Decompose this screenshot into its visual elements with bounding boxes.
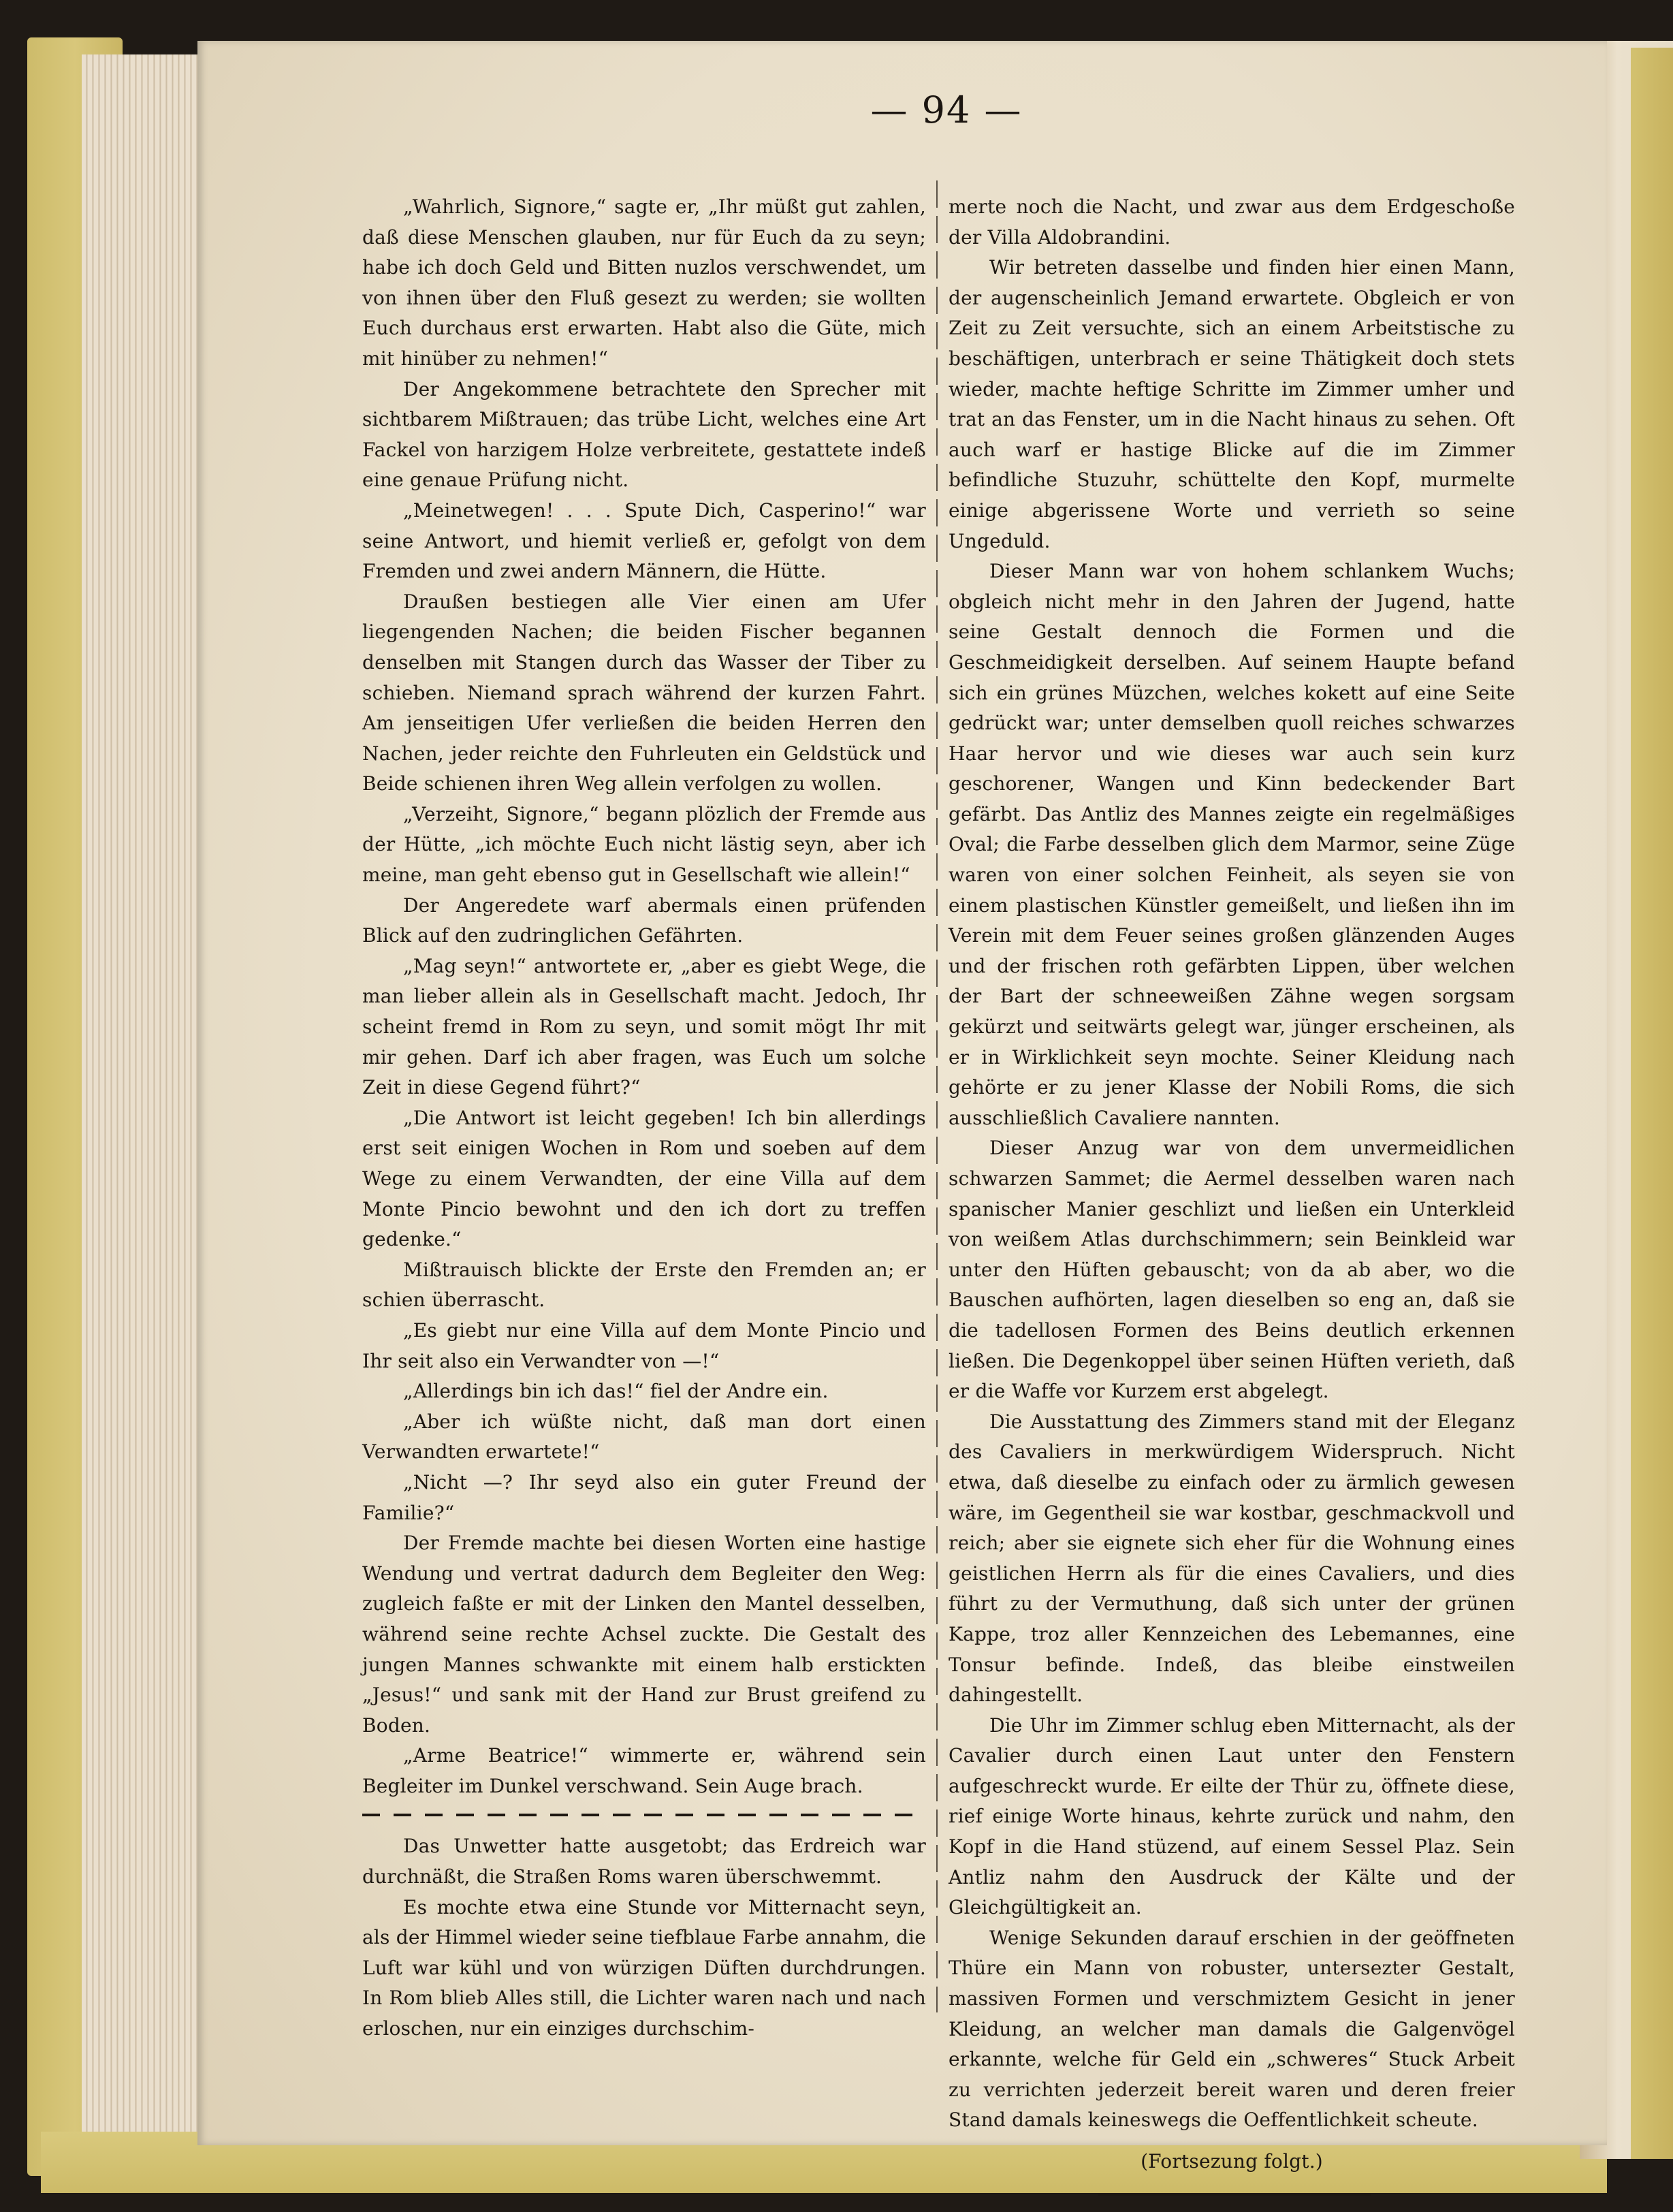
paragraph: „Wahrlich, Signore,“ sagte er, „Ihr müßt gut zahlen, daß diese Menschen glauben, nur für Euch da zu seyn; habe ich doch Geld und Bitten nuzlos verschwendet, um von ihnen über den Fluß gesezt zu werden; sie wollten Euch durchaus erst erwarten. Habt also die Güte, mich mit hinüber zu nehmen!“ <box>362 195 926 370</box>
paragraph: „Allerdings bin ich das!“ fiel der Andre ein. <box>403 1380 829 1403</box>
right-column <box>949 192 1515 2196</box>
column-divider <box>936 180 938 2012</box>
paragraph: „Nicht —? Ihr seyd also ein guter Freund der Familie?“ <box>362 1470 926 1524</box>
paragraph: Draußen bestiegen alle Vier einen am Ufer liegengenden Nachen; die beiden Fischer begannen denselben mit Stangen durch das Wasser der Tiber zu schieben. Niemand sprach während der kurzen Fahrt. Am jenseitigen Ufer verließen die beiden Herren den Nachen, jeder reichte den Fuhrleuten ein Geldstück und Beide schienen ihren Weg allein verfolgen zu wollen. <box>362 590 926 795</box>
paragraph: Wir betreten dasselbe und finden hier einen Mann, der augenscheinlich Jemand erwartete. Obgleich er von Zeit zu Zeit versuchte, sich an einem Arbeitstische zu beschäftigen, unterbrach er seine Thätigkeit doch stets wieder, machte heftige Schritte im Zimmer umher und trat an das Fenster, um in die Nacht hinaus zu sehen. Oft auch warf er hastige Blicke auf die im Zimmer befindliche Stuzuhr, schüttelte den Kopf, murmelte einige abgerissene Worte und verrieth so seine Ungeduld. <box>949 256 1515 552</box>
page-number: — 94 — <box>870 89 1023 131</box>
section-separator <box>362 1814 926 1816</box>
paragraph: „Meinetwegen! . . . Spute Dich, Casperino!“ war seine Antwort, und hiemit verließ er, gefolgt von dem Fremden und zwei andern Männern, die Hütte. <box>362 499 926 583</box>
paragraph: Dieser Mann war von hohem schlankem Wuchs; obgleich nicht mehr in den Jahren der Jugend, hatte seine Gestalt dennoch die Formen und die Geschmeidigkeit derselben. Auf seinem Haupte befand sich ein grünes Müzchen, welches kokett auf eine Seite gedrückt war; unter demselben quoll reiches schwarzes Haar hervor und wie dieses war auch sein kurz geschorener, Wangen und Kinn bedeckender Bart gefärbt. Das Antliz des Mannes zeigte ein regelmäßiges Oval; die Farbe desselben glich dem Marmor, seine Züge waren von einer solchen Feinheit, als seyen sie von einem plastischen Künstler gemeißelt, und ließen ihn im Verein mit dem Feuer seines großen glänzenden Auges und der frischen roth gefärbten Lippen, über welchen der Bart der schneeweißen Zähne wegen sorgsam gekürzt und seitwärts gelegt war, jünger erscheinen, als er in Wirklichkeit seyn mochte. Seiner Kleidung nach gehörte er zu jener Klasse der Nobili Roms, die sich ausschließlich Cavaliere nannten. <box>949 560 1515 1129</box>
paragraph: Wenige Sekunden darauf erschien in der geöffneten Thüre ein Mann von robuster, untersezter Gestalt, massiven Formen und verschmiztem Gesicht in jener Kleidung, an welcher man damals die Galgenvögel erkannte, welche für Geld ein „schweres“ Stuck Arbeit zu verrichten jederzeit bereit waren und deren freier Stand damals keineswegs die Oeffentlichkeit scheute. <box>949 1926 1515 2132</box>
paragraph: Der Angeredete warf abermals einen prüfenden Blick auf den zudringlichen Gefährten. <box>362 894 926 947</box>
paragraph: „Arme Beatrice!“ wimmerte er, während sein Begleiter im Dunkel verschwand. Sein Auge brach. <box>362 1744 926 1797</box>
left-column <box>362 192 926 2044</box>
paragraph: Das Unwetter hatte ausgetobt; das Erdreich war durchnäßt, die Straßen Roms waren überschwemmt. <box>362 1835 926 1889</box>
end-rule <box>1098 2194 1371 2196</box>
paragraph: Mißtrauisch blickte der Erste den Fremden an; er schien überrascht. <box>362 1258 926 1312</box>
paragraph: „Es giebt nur eine Villa auf dem Monte Pincio und Ihr seit also ein Verwandter von —!“ <box>362 1318 926 1372</box>
paragraph: „Aber ich wüßte nicht, daß man dort einen Verwandten erwartete!“ <box>362 1410 926 1464</box>
page-stack-edges <box>82 54 204 2166</box>
paragraph: „Verzeiht, Signore,“ begann plözlich der Fremde aus der Hütte, „ich möchte Euch nicht lästig seyn, aber ich meine, man geht ebenso gut in Gesellschaft wie allein!“ <box>362 802 926 887</box>
paragraph: „Die Antwort ist leicht gegeben! Ich bin allerdings erst seit einigen Wochen in Rom und soeben auf dem Wege zu einem Verwandten, der eine Villa auf dem Monte Pincio bewohnt und den ich dort zu treffen gedenke.“ <box>362 1106 926 1251</box>
continuation-note: (Fortsezung folgt.) <box>1141 2150 1323 2172</box>
paragraph: Die Uhr im Zimmer schlug eben Mitternacht, als der Cavalier durch einen Laut unter den Fenstern aufgeschreckt wurde. Er eilte der Thür zu, öffnete diese, rief einige Worte hinaus, kehrte zurück und nahm, den Kopf in die Hand stüzend, auf einem Sessel Plaz. Sein Antliz nahm den Ausdruck der Kälte und der Gleichgültigkeit an. <box>949 1713 1515 1919</box>
book-cover-right <box>1631 48 1673 2159</box>
paragraph: merte noch die Nacht, und zwar aus dem Erdgeschoße der Villa Aldobrandini. <box>949 195 1515 249</box>
paragraph: Es mochte etwa eine Stunde vor Mitternacht seyn, als der Himmel wieder seine tiefblaue Farbe annahm, die Luft war kühl und von würzigen Düften durchdrungen. In Rom blieb Alles still, die Lichter waren nach und nach erloschen, nur ein einziges durchschim- <box>362 1895 926 2040</box>
paragraph: Dieser Anzug war von dem unvermeidlichen schwarzen Sammet; die Aermel desselben waren nach spanischer Manier geschlizt und ließen ein Unterkleid von weißem Atlas durchschimmern; sein Beinkleid war unter den Hüften gebauscht; von da ab aber, wo die Bauschen aufhörten, lagen dieselben so eng an, daß sie die tadellosen Formen des Beins deutlich erkennen ließen. Die Degenkoppel über seinen Hüften verieth, daß er die Waffe vor Kurzem erst abgelegt. <box>949 1137 1515 1403</box>
paragraph: Die Ausstattung des Zimmers stand mit der Eleganz des Cavaliers in merkwürdigem Widerspruch. Nicht etwa, daß dieselbe zu einfach oder zu ärmlich gewesen wäre, im Gegentheil sie war kostbar, geschmackvoll und reich; aber sie eignete sich eher für die Wohnung eines geistlichen Herrn als für die eines Cavaliers, und dies führt zu der Vermuthung, daß sich unter der grünen Kappe, troz aller Kennzeichen des Lebemannes, eine Tonsur befinde. Indeß, das bleibe einstweilen dahingestellt. <box>949 1410 1515 1707</box>
paragraph: Der Fremde machte bei diesen Worten eine hastige Wendung und vertrat dadurch dem Begleiter den Weg: zugleich faßte er mit der Linken den Mantel desselben, während seine rechte Achsel zuckte. Die Gestalt des jungen Mannes schwankte mit einem halb erstickten „Jesus!“ und sank mit der Hand zur Brust greifend zu Boden. <box>362 1532 926 1737</box>
paragraph: „Mag seyn!“ antwortete er, „aber es giebt Wege, die man lieber allein als in Gesellschaft macht. Jedoch, Ihr scheint fremd in Rom zu seyn, und somit mögt Ihr mit mir gehen. Darf ich aber fragen, was Euch um solche Zeit in diese Gegend führt?“ <box>362 954 926 1099</box>
paragraph: Der Angekommene betrachtete den Sprecher mit sichtbarem Mißtrauen; das trübe Licht, welches eine Art Fackel von harzigem Holze verbreitete, gestattete indeß eine genaue Prüfung nicht. <box>362 377 926 492</box>
